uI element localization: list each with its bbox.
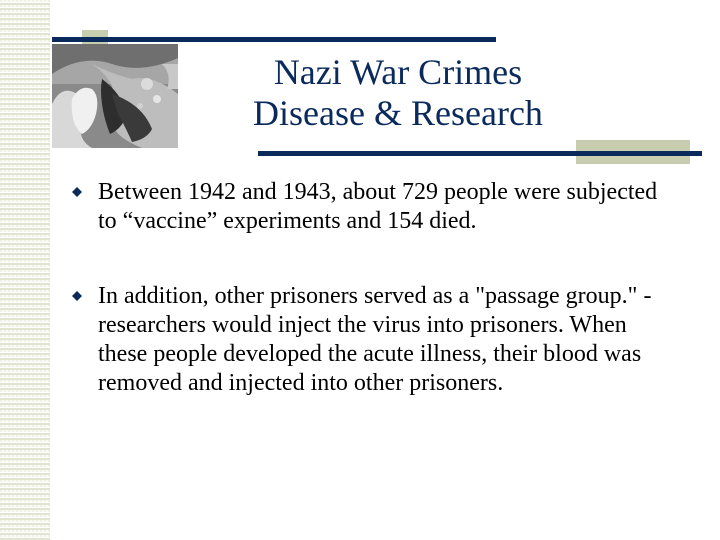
bullet-item bbox=[70, 178, 670, 236]
title-line-1: Nazi War Crimes bbox=[273, 52, 523, 92]
bullet-text: In addition, other prisoners served as a "passage group." -researchers would inject the virus into prisoners. When these people developed the acute illness, their blood was removed and injected into other prisoners. bbox=[98, 283, 652, 396]
decorative-accent-block-bottom bbox=[576, 140, 690, 164]
decorative-line-top bbox=[52, 37, 496, 42]
title-line-2: Disease & Research bbox=[253, 93, 543, 133]
slide-title bbox=[178, 52, 618, 134]
grayscale-photo-image bbox=[52, 44, 178, 148]
diamond-bullet-icon bbox=[72, 291, 82, 301]
diamond-bullet-icon bbox=[72, 187, 82, 197]
decorative-left-stripe bbox=[0, 0, 50, 540]
bullet-list bbox=[70, 178, 670, 444]
slide-photo bbox=[52, 44, 178, 148]
bullet-item bbox=[70, 282, 670, 398]
bullet-text: Between 1942 and 1943, about 729 people were subjected to “vaccine” experiments and 154 died. bbox=[98, 179, 658, 234]
